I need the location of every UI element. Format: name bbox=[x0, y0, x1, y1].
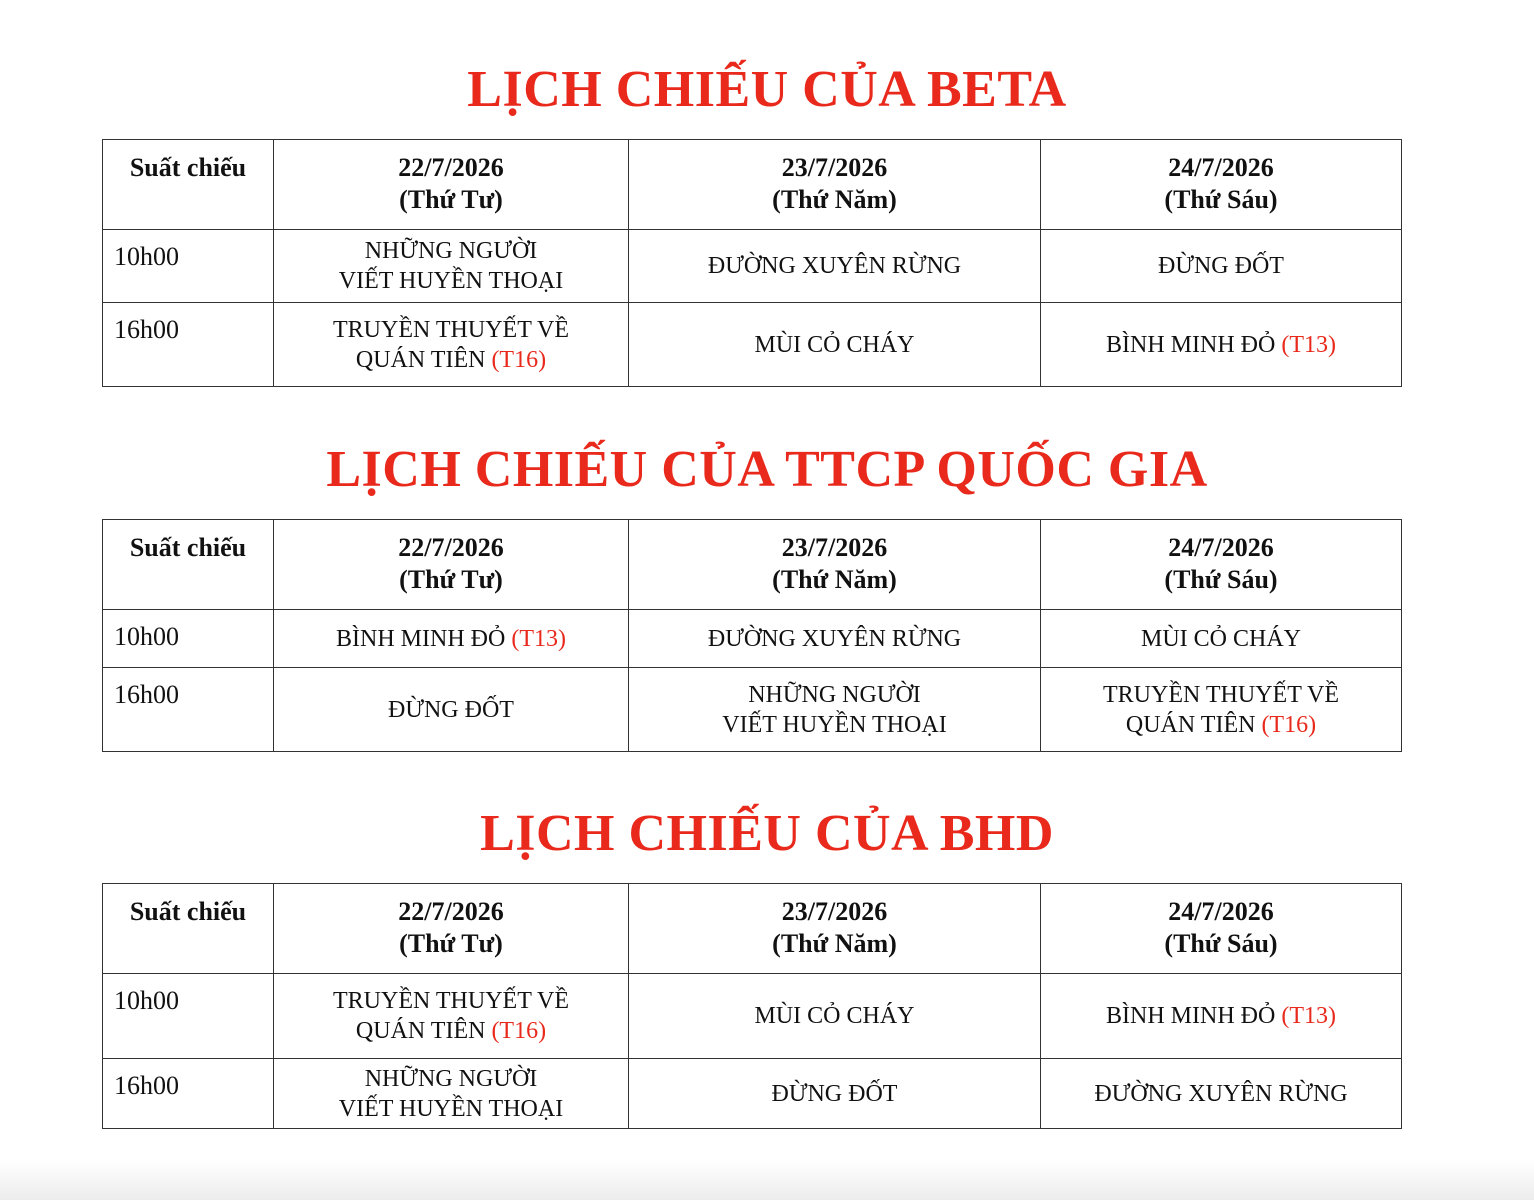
showtime-cell: 10h00 bbox=[103, 230, 274, 303]
date-label: 23/7/2026 bbox=[781, 897, 888, 926]
weekday-label: (Thứ Tư) bbox=[399, 185, 503, 214]
time-column-header: Suất chiếu bbox=[103, 140, 274, 230]
header-row bbox=[103, 520, 1402, 610]
day-header bbox=[1041, 140, 1402, 230]
weekday-label: (Thứ Sáu) bbox=[1164, 565, 1278, 594]
weekday-label: (Thứ Tư) bbox=[399, 565, 503, 594]
age-rating-badge: (T13) bbox=[1281, 331, 1336, 358]
showtime-row bbox=[103, 303, 1402, 387]
date-label: 22/7/2026 bbox=[398, 153, 504, 182]
film-cell bbox=[274, 1059, 629, 1129]
film-cell bbox=[629, 668, 1041, 752]
film-cell bbox=[1041, 974, 1402, 1059]
film-cell bbox=[629, 303, 1041, 387]
film-title-line: MÙI CỎ CHÁY bbox=[754, 331, 915, 358]
section-title-ttcp: LỊCH CHIẾU CỦA TTCP QUỐC GIA bbox=[326, 441, 1208, 498]
showtime-cell: 16h00 bbox=[103, 1059, 274, 1129]
film-title-line: ĐỪNG ĐỐT bbox=[1158, 253, 1284, 279]
day-header bbox=[274, 140, 629, 230]
film-title-line: ĐỪNG ĐỐT bbox=[388, 696, 514, 723]
time-column-header: Suất chiếu bbox=[103, 520, 274, 610]
age-rating-badge: (T16) bbox=[1261, 711, 1317, 738]
date-label: 24/7/2026 bbox=[1168, 897, 1274, 926]
film-title-line: TRUYỀN THUYẾT VỀ bbox=[1103, 681, 1339, 708]
section-title-beta: LỊCH CHIẾU CỦA BETA bbox=[467, 61, 1067, 118]
date-label: 22/7/2026 bbox=[398, 897, 504, 926]
film-title-line: MÙI CỎ CHÁY bbox=[754, 1003, 915, 1029]
film-title-line-1: BÌNH MINH ĐỎ bbox=[1106, 331, 1276, 358]
film-title-line: NHỮNG NGƯỜI bbox=[364, 238, 538, 264]
showtime-row bbox=[103, 610, 1402, 668]
film-title-line-1: BÌNH MINH ĐỎ bbox=[336, 625, 506, 652]
day-header bbox=[629, 884, 1041, 974]
time-column-header: Suất chiếu bbox=[103, 884, 274, 974]
showtime-cell: 16h00 bbox=[103, 668, 274, 752]
film-title-line: ĐƯỜNG XUYÊN RỪNG bbox=[707, 253, 962, 279]
date-label: 24/7/2026 bbox=[1168, 153, 1274, 182]
film-cell bbox=[1041, 668, 1402, 752]
showtime-row bbox=[103, 668, 1402, 752]
weekday-label: (Thứ Năm) bbox=[772, 185, 897, 214]
schedule-table-bhd bbox=[102, 883, 1402, 1129]
film-title-line: TRUYỀN THUYẾT VỀ bbox=[333, 316, 569, 343]
date-label: 24/7/2026 bbox=[1168, 533, 1274, 562]
day-header bbox=[274, 884, 629, 974]
film-cell bbox=[274, 974, 629, 1059]
film-title-line-2: QUÁN TIÊN bbox=[355, 346, 486, 373]
film-title-line bbox=[1041, 1001, 1401, 1031]
showtime-row bbox=[103, 230, 1402, 303]
age-rating-badge: (T16) bbox=[491, 346, 547, 373]
showtime-row bbox=[103, 974, 1402, 1059]
film-cell bbox=[274, 610, 629, 668]
date-label: 23/7/2026 bbox=[781, 153, 888, 182]
day-header bbox=[1041, 884, 1402, 974]
film-title-line bbox=[274, 266, 628, 296]
date-label: 22/7/2026 bbox=[398, 533, 504, 562]
weekday-label: (Thứ Sáu) bbox=[1164, 185, 1278, 214]
film-cell bbox=[629, 1059, 1041, 1129]
film-title-line-2: VIẾT HUYỀN THOẠI bbox=[338, 1095, 564, 1122]
age-rating-badge: (T13) bbox=[511, 625, 566, 652]
film-title-line bbox=[1041, 330, 1401, 360]
section-title-bhd: LỊCH CHIẾU CỦA BHD bbox=[480, 805, 1054, 862]
showtime-cell: 10h00 bbox=[103, 974, 274, 1059]
film-cell bbox=[629, 974, 1041, 1059]
weekday-label: (Thứ Tư) bbox=[399, 929, 503, 958]
film-title-line: NHỮNG NGƯỜI bbox=[748, 681, 921, 708]
film-title-line-2: QUÁN TIÊN bbox=[355, 1018, 486, 1044]
film-title-line: NHỮNG NGƯỜI bbox=[364, 1065, 538, 1092]
film-cell bbox=[1041, 230, 1402, 303]
age-rating-badge: (T16) bbox=[491, 1018, 547, 1044]
day-header bbox=[1041, 520, 1402, 610]
header-row bbox=[103, 884, 1402, 974]
film-cell bbox=[1041, 610, 1402, 668]
showtime-row bbox=[103, 1059, 1402, 1129]
day-header bbox=[629, 140, 1041, 230]
film-title-line-1: BÌNH MINH ĐỎ bbox=[1106, 1003, 1276, 1029]
weekday-label: (Thứ Năm) bbox=[772, 929, 897, 958]
schedule-table-beta bbox=[102, 139, 1402, 387]
film-cell bbox=[629, 230, 1041, 303]
header-row bbox=[103, 140, 1402, 230]
film-cell bbox=[274, 303, 629, 387]
film-cell bbox=[1041, 1059, 1402, 1129]
film-title-line bbox=[629, 710, 1040, 740]
showtime-cell: 10h00 bbox=[103, 610, 274, 668]
film-cell bbox=[1041, 303, 1402, 387]
film-title-line: MÙI CỎ CHÁY bbox=[1140, 625, 1301, 652]
film-cell bbox=[274, 668, 629, 752]
film-title-line: ĐƯỜNG XUYÊN RỪNG bbox=[707, 625, 962, 652]
showtime-cell: 16h00 bbox=[103, 303, 274, 387]
page-bottom-shade bbox=[0, 1160, 1534, 1200]
weekday-label: (Thứ Năm) bbox=[772, 565, 897, 594]
film-cell bbox=[629, 610, 1041, 668]
date-label: 23/7/2026 bbox=[781, 533, 888, 562]
film-title-line: ĐỪNG ĐỐT bbox=[771, 1080, 898, 1107]
film-title-line bbox=[274, 1016, 628, 1046]
age-rating-badge: (T13) bbox=[1281, 1003, 1336, 1029]
film-cell bbox=[274, 230, 629, 303]
weekday-label: (Thứ Sáu) bbox=[1164, 929, 1278, 958]
film-title-line-2: VIẾT HUYỀN THOẠI bbox=[338, 268, 564, 294]
film-title-line bbox=[1041, 710, 1401, 740]
day-header bbox=[274, 520, 629, 610]
film-title-line bbox=[274, 1094, 628, 1124]
schedule-table-ttcp bbox=[102, 519, 1402, 752]
day-header bbox=[629, 520, 1041, 610]
film-title-line: ĐƯỜNG XUYÊN RỪNG bbox=[1094, 1080, 1348, 1107]
film-title-line bbox=[274, 345, 628, 375]
film-title-line-2: VIẾT HUYỀN THOẠI bbox=[722, 711, 947, 738]
film-title-line-2: QUÁN TIÊN bbox=[1125, 711, 1256, 738]
film-title-line: TRUYỀN THUYẾT VỀ bbox=[333, 988, 569, 1014]
film-title-line bbox=[274, 624, 628, 654]
